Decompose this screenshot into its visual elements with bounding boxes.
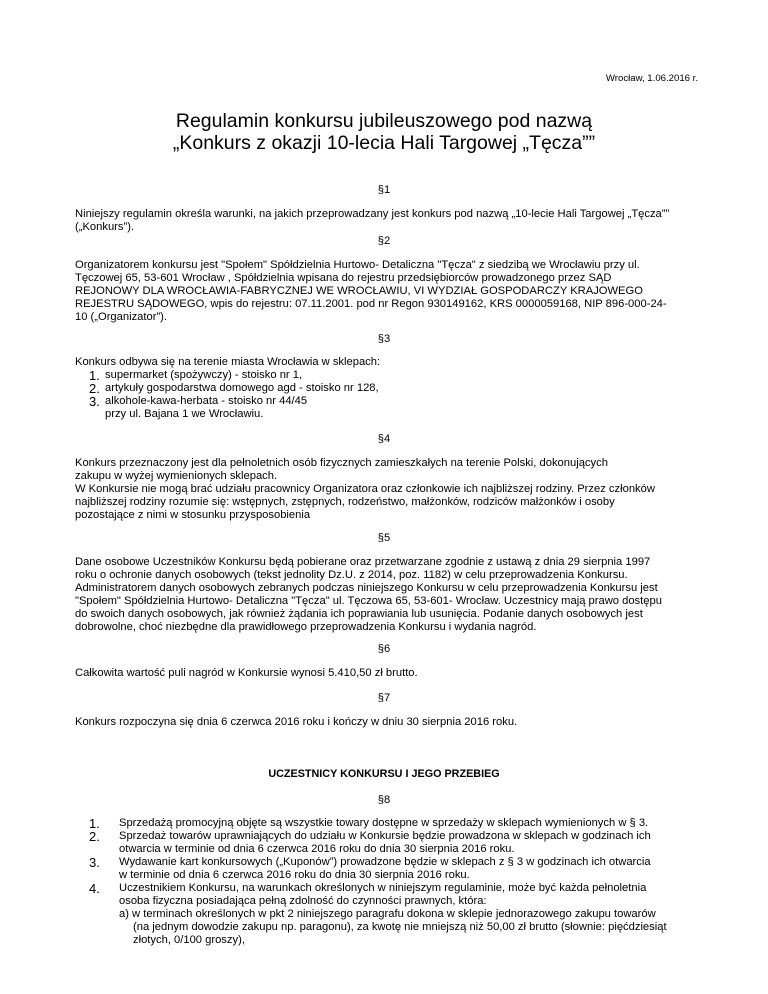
- text-line: "Społem" Spółdzielnia Hurtowo- Detaliczna "Tęcza" ul. Tęczowa 65, 53-601- Wrocław. Uczestnicy mają prawo dostępu: [75, 595, 662, 607]
- text-line: pozostające z nimi w stosunku przysposobienia: [75, 509, 311, 521]
- section-1-text: [75, 208, 700, 234]
- section-3-label: §3: [377, 333, 391, 345]
- section-3-tail: przy ul. Bajana 1 we Wrocławiu.: [105, 408, 264, 420]
- list-item-continued: w terminie od dnia 6 czerwca 2016 roku do dnia 30 sierpnia 2016 roku.: [119, 869, 470, 881]
- text-line: najbliższej rodziny rozumie się: wstępnych, zstępnych, rodzeństwo, małżonków, rodziców małżonków i osoby: [75, 496, 615, 508]
- section-7-text: Konkurs rozpoczyna się dnia 6 czerwca 2016 roku i kończy w dniu 30 sierpnia 2016 roku.: [75, 716, 518, 728]
- text-line: REJONOWY DLA WROCŁAWIA-FABRYCZNEJ WE WROCŁAWIU, VI WYDZIAŁ GOSPODARCZY KRAJOWEGO: [75, 285, 643, 297]
- section-4-text: [75, 457, 700, 522]
- list-number: 2.: [89, 381, 100, 396]
- list-item: Sprzedażą promocyjną objęte są wszystkie towary dostępne w sprzedaży w sklepach wymienionych w § 3.: [119, 817, 649, 829]
- section-2-text: [75, 259, 700, 324]
- text-line: zakupu w wyżej wymienionych sklepach.: [75, 470, 278, 482]
- section-2-label: §2: [377, 235, 391, 247]
- text-line: 10 („Organizator”).: [75, 311, 168, 323]
- text-line: Niniejszy regulamin określa warunki, na jakich przeprowadzany jest konkurs pod nazwą „10-lecie Hali Targowej „Tęcza””: [75, 208, 670, 220]
- section-4-label: §4: [377, 433, 391, 445]
- text-line: REJESTRU SĄDOWEGO, wpis do rejestru: 07.11.2001. pod nr Regon 930149162, KRS 0000059168, NIP 896-000-24-: [75, 298, 667, 310]
- sub-item-a: a) w terminach określonych w pkt 2 niniejszego paragrafu dokona w sklepie jednorazowego zakupu towarów: [119, 908, 656, 920]
- list-item: Uczestnikiem Konkursu, na warunkach określonych w niniejszym regulaminie, może być każda pełnoletnia: [119, 882, 647, 894]
- list-number: 3.: [89, 394, 100, 409]
- document-date: Wrocław, 1.06.2016 r.: [605, 73, 698, 84]
- title-line-2: „Konkurs z okazji 10-lecia Hali Targowej „Tęcza””: [172, 132, 596, 154]
- text-line: („Konkurs”).: [75, 221, 135, 233]
- title-line-1: Regulamin konkursu jubileuszowego pod nazwą: [175, 110, 593, 132]
- list-item: supermarket (spożywczy) - stoisko nr 1,: [105, 369, 303, 381]
- section-6-label: §6: [377, 643, 391, 655]
- list-item-continued: osoba fizyczna posiadająca pełną zdolność do czynności prawnych, która:: [119, 895, 487, 907]
- text-line: W Konkursie nie mogą brać udziału pracownicy Organizatora oraz członkowie ich najbliższej rodziny. Przez członków: [75, 483, 655, 495]
- text-line: Konkurs przeznaczony jest dla pełnoletnich osób fizycznych zamieszkałych na terenie Polski, dokonujących: [75, 457, 608, 469]
- list-number: 3.: [89, 855, 100, 870]
- list-item: Sprzedaż towarów uprawniających do udziału w Konkursie będzie prowadzona w sklepach w godzinach ich: [119, 830, 651, 842]
- section-5-text: [75, 556, 700, 634]
- list-number: 1.: [89, 368, 100, 383]
- text-line: Administratorem danych osobowych zebranych podczas niniejszego Konkursu w celu przeprowadzenia Konkursu jest: [75, 582, 658, 594]
- list-number: 4.: [89, 881, 100, 896]
- section-7-label: §7: [377, 692, 391, 704]
- text-line: dobrowolne, choć niezbędne dla prawidłowego przeprowadzenia Konkursu i wydania nagród.: [75, 621, 537, 633]
- list-number: 1.: [89, 816, 100, 831]
- section-8-label: §8: [377, 794, 391, 806]
- list-item: artykuły gospodarstwa domowego agd - stoisko nr 128,: [105, 382, 379, 394]
- list-item: alkohole-kawa-herbata - stoisko nr 44/45: [105, 395, 308, 407]
- section-5-label: §5: [377, 532, 391, 544]
- list-number: 2.: [89, 829, 100, 844]
- sub-item-a-continued: (na jednym dowodzie zakupu np. paragonu), za kwotę nie mniejszą niż 50,00 zł brutto (słownie: pięćdziesiąt: [133, 921, 667, 933]
- section-1-label: §1: [377, 184, 391, 196]
- section-3-intro: Konkurs odbywa się na terenie miasta Wrocławia w sklepach:: [75, 356, 381, 368]
- text-line: do swoich danych osobowych, jak również żądania ich poprawiania lub usunięcia. Podanie danych osobowych jest: [75, 608, 643, 620]
- list-item-continued: otwarcia w terminie od dnia 6 czerwca 2016 roku do dnia 30 sierpnia 2016 roku.: [119, 843, 515, 855]
- section-heading: UCZESTNICY KONKURSU I JEGO PRZEBIEG: [268, 768, 500, 780]
- text-line: Tęczowej 65, 53-601 Wrocław , Spółdzielnia wpisana do rejestru przedsiębiorców prowadzonego przez SĄD: [75, 272, 612, 284]
- section-6-text: Całkowita wartość puli nagród w Konkursie wynosi 5.410,50 zł brutto.: [75, 667, 418, 679]
- text-line: Organizatorem konkursu jest "Społem" Spółdzielnia Hurtowo- Detaliczna "Tęcza" z siedzibą we Wrocławiu przy ul.: [75, 259, 640, 271]
- text-line: Dane osobowe Uczestników Konkursu będą pobierane oraz przetwarzane zgodnie z ustawą z dnia 29 sierpnia 1997: [75, 556, 651, 568]
- sub-item-a-continued: złotych, 0/100 groszy),: [133, 934, 245, 946]
- text-line: roku o ochronie danych osobowych (tekst jednolity Dz.U. z 2014, poz. 1182) w celu przeprowadzenia Konkursu.: [75, 569, 628, 581]
- list-item: Wydawanie kart konkursowych („Kuponów”) prowadzone będzie w sklepach z § 3 w godzinach ich otwarcia: [119, 856, 651, 868]
